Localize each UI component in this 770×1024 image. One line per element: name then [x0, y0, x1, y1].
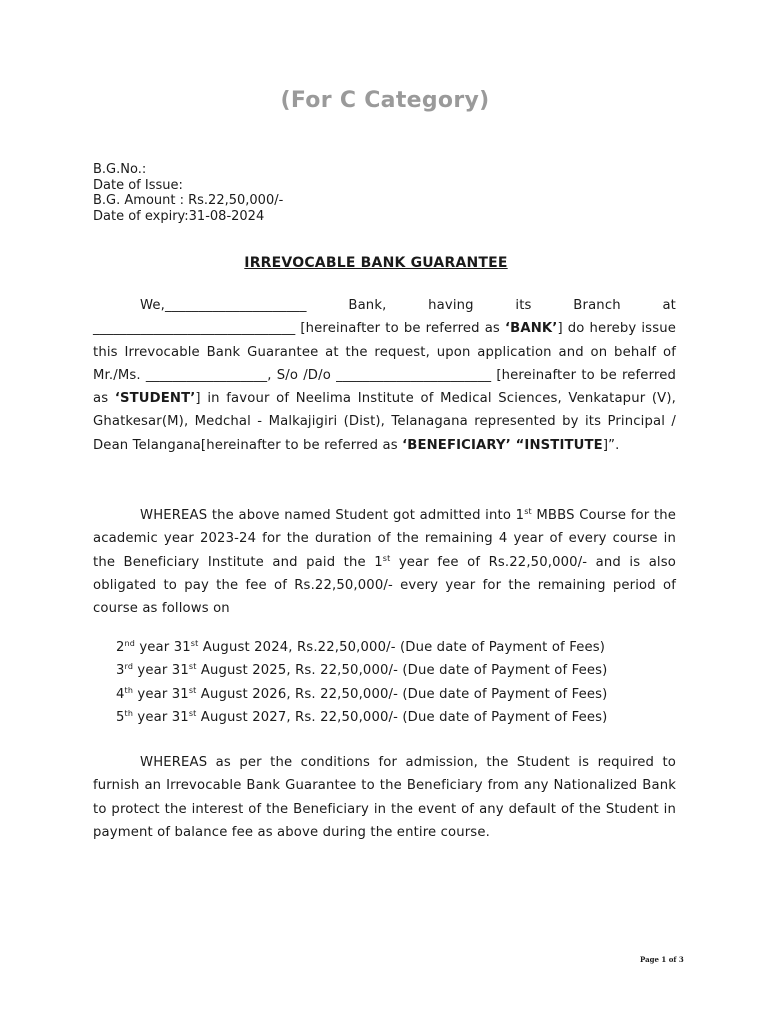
document-title: IRREVOCABLE BANK GUARANTEE	[244, 255, 508, 271]
bank-term: ‘BANK’	[505, 321, 558, 337]
bg-amount-field: B.G. Amount : Rs.22,50,000/-	[93, 193, 284, 208]
fee-schedule-item: 4th year 31st August 2026, Rs. 22,50,000/- (Due date of Payment of Fees)	[116, 685, 608, 702]
bank-name-blank: _____________________	[165, 298, 307, 313]
page-number: Page 1 of 3	[640, 955, 684, 964]
beneficiary-term: ‘BENEFICIARY’ “INSTITUTE	[402, 437, 603, 453]
whereas-admission-paragraph: WHEREAS the above named Student got admitted into 1st MBBS Course for the academic year 2023-24 for the duration of the remaining 4 year of every course in the Beneficiary Institute and paid the 1st year fee of Rs.22,50,000/- and is also obligated to pay the fee of Rs.22,50,000/- every year for the remaining period of course as follows on	[93, 507, 676, 617]
guarantee-details	[93, 162, 283, 224]
parent-name-blank: _______________________	[336, 367, 492, 383]
fee-schedule-item: 5th year 31st August 2027, Rs. 22,50,000/- (Due date of Payment of Fees)	[116, 708, 608, 725]
student-term: ‘STUDENT’	[114, 391, 196, 407]
bg-number-field: B.G.No.:	[93, 162, 147, 177]
category-heading: (For C Category)	[280, 88, 490, 113]
date-of-expiry-field: Date of expiry:31-08-2024	[93, 208, 265, 224]
fee-schedule-item: 3rd year 31st August 2025, Rs. 22,50,000/- (Due date of Payment of Fees)	[116, 662, 608, 679]
whereas-conditions-paragraph: WHEREAS as per the conditions for admission, the Student is required to furnish an Irrevocable Bank Guarantee to the Beneficiary from any Nationalized Bank to protect the interest of the Beneficiary in the event of any default of the Student in payment of balance fee as above during the entire course.	[93, 755, 676, 840]
date-of-issue-field: Date of Issue:	[93, 177, 183, 193]
fee-schedule-list	[116, 636, 607, 729]
student-name-blank: __________________	[145, 367, 268, 383]
guarantee-intro-paragraph: We,_____________________ Bank, having its Branch at ______________________________ [hereinafter to be referred as ‘BANK’] do hereby issue this Irrevocable Bank Guarantee at the request, upon application and on behalf of Mr./Ms. __________________, S/o /D/o _______________________ [hereinafter to be referred as ‘STUDENT’] in favour of Neelima Institute of Medical Sciences, Venkatapur (V), Ghatkesar(M), Medchal - Malkajigiri (Dist), Telanagana represented by its Principal / Dean Telangana[hereinafter to be referred as ‘BENEFICIARY’ “INSTITUTE]”.	[93, 298, 676, 453]
fee-schedule-item: 2nd year 31st August 2024, Rs.22,50,000/- (Due date of Payment of Fees)	[116, 639, 606, 655]
branch-blank: ______________________________	[93, 321, 296, 337]
